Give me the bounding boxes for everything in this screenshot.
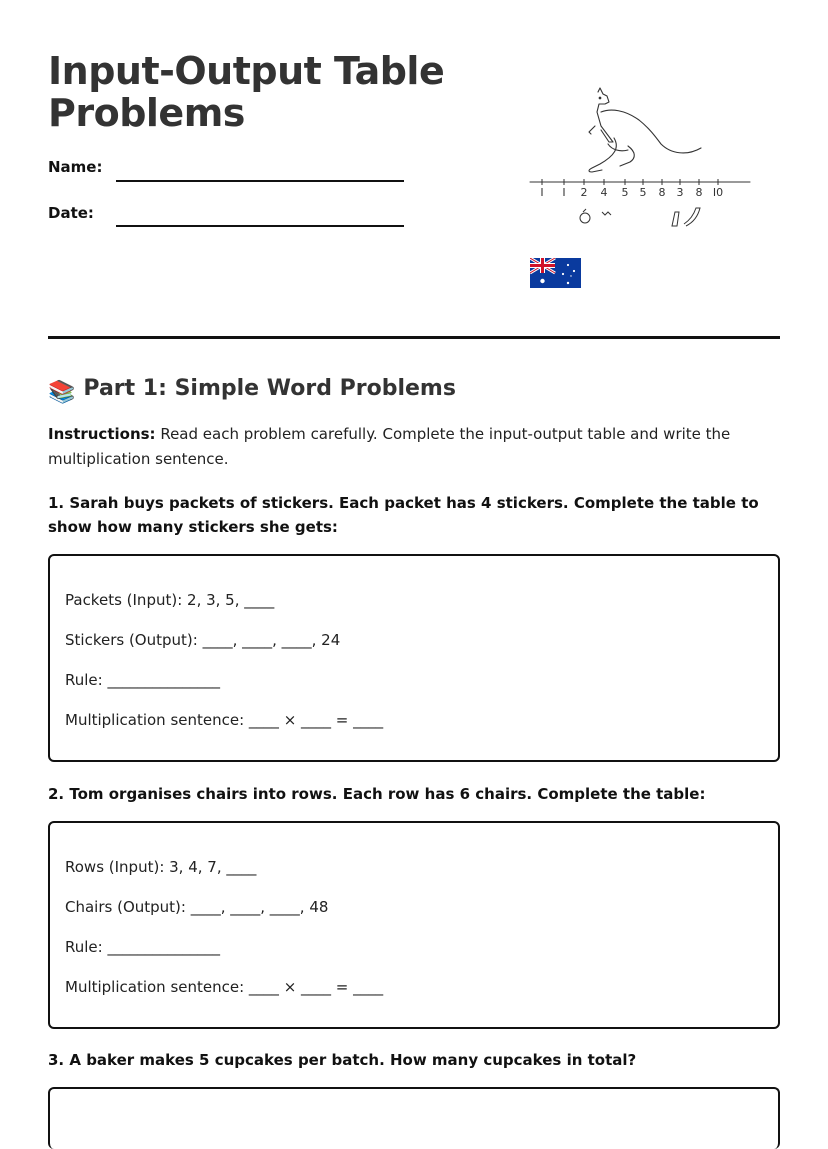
instructions xyxy=(48,422,780,472)
tick-label: I0 xyxy=(712,186,724,199)
date-field-line[interactable] xyxy=(116,225,404,227)
title-line-2: Problems xyxy=(48,91,245,135)
problem-1-input[interactable]: Packets (Input): 2, 3, 5, ____ xyxy=(65,591,275,609)
tick-label: 3 xyxy=(676,186,684,199)
problem-2-rule[interactable]: Rule: _______________ xyxy=(65,938,220,956)
worksheet-header xyxy=(48,50,780,300)
books-icon: 📚 xyxy=(48,380,76,405)
instructions-text: Read each problem carefully. Complete the input-output table and write the multiplication sentence. xyxy=(48,425,731,468)
tick-label: 2 xyxy=(580,186,588,199)
problem-3-question: 3. A baker makes 5 cupcakes per batch. How many cupcakes in total? xyxy=(48,1051,637,1069)
name-field-line[interactable] xyxy=(116,180,404,182)
tick-label: 5 xyxy=(639,186,647,199)
part-1-heading xyxy=(48,374,456,408)
header-divider xyxy=(48,336,780,339)
tick-label: 8 xyxy=(695,186,703,199)
problem-2-question: 2. Tom organises chairs into rows. Each row has 6 chairs. Complete the table: xyxy=(48,785,706,803)
name-label: Name: xyxy=(48,158,103,176)
problem-1-rule[interactable]: Rule: _______________ xyxy=(65,671,220,689)
tick-label: 5 xyxy=(621,186,629,199)
problem-2-input[interactable]: Rows (Input): 3, 4, 7, ____ xyxy=(65,858,257,876)
problem-1-sentence[interactable]: Multiplication sentence: ____ × ____ = ____ xyxy=(65,711,384,729)
kangaroo-number-line-icon xyxy=(528,84,758,234)
tick-label: I xyxy=(562,186,566,199)
problem-1-box xyxy=(48,554,780,762)
problem-2-output[interactable]: Chairs (Output): ____, ____, ____, 48 xyxy=(65,898,329,916)
tick-label: 4 xyxy=(600,186,608,199)
problem-2-box xyxy=(48,821,780,1029)
date-label: Date: xyxy=(48,204,94,222)
australian-flag-icon xyxy=(530,258,581,288)
worksheet-page xyxy=(48,0,780,1118)
tick-label: 8 xyxy=(658,186,666,199)
problem-1-output[interactable]: Stickers (Output): ____, ____, ____, 24 xyxy=(65,631,341,649)
problem-3-box xyxy=(48,1087,780,1149)
problem-2-sentence[interactable]: Multiplication sentence: ____ × ____ = ____ xyxy=(65,978,384,996)
problem-1-question: 1. Sarah buys packets of stickers. Each packet has 4 stickers. Complete the table to show how many stickers she gets: xyxy=(48,494,759,536)
part-1-title: Part 1: Simple Word Problems xyxy=(83,376,456,401)
instructions-label: Instructions: xyxy=(48,425,156,443)
tick-label: I xyxy=(540,186,544,199)
page-title xyxy=(48,50,448,134)
title-line-1: Input-Output Table xyxy=(48,49,445,93)
